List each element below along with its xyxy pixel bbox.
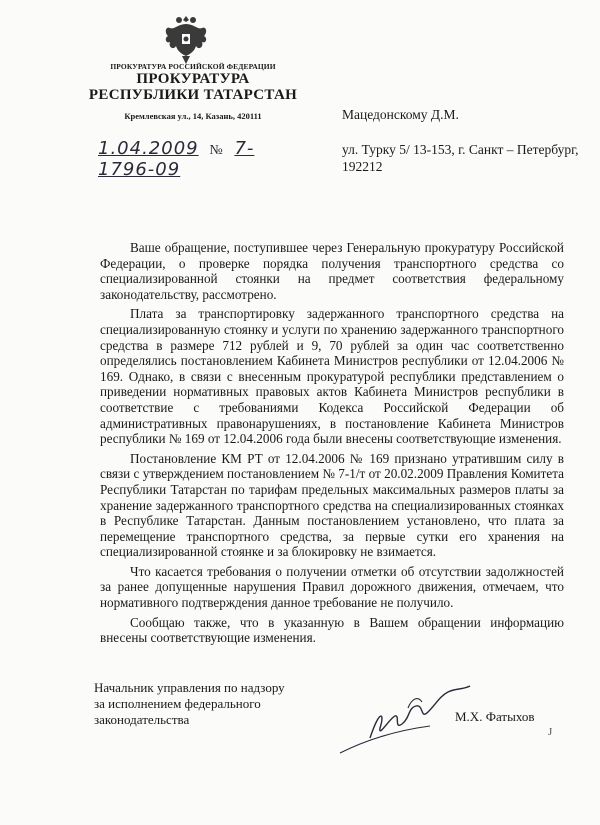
body-paragraph: Сообщаю также, что в указанную в Вашем обращении информацию внесены соответствующие изменения. — [100, 614, 564, 646]
outgoing-number: 7-1796-09 — [98, 138, 255, 180]
corner-mark: J — [548, 726, 553, 738]
double-headed-eagle-emblem — [160, 10, 212, 66]
position-line: за исполнением федерального — [94, 696, 261, 711]
outgoing-date: 1.04.2009 — [98, 138, 199, 159]
signer-position — [94, 680, 334, 728]
body-paragraph: Плата за транспортировку задержанного транспортного средства на специализированную стоянку и услуги по хранению задержанного транспортного средства в размере 712 рублей и 9, 70 рублей за один час соответственно определялись постановлением Кабинета Министров республики от 12.04.2006 № 169. Однако, в связи с внесенным прокуратурой республики представлением о приведении нормативных правовых актов Кабинета Министров республики в соответствие с требованиями Кодекса Российской Федерации об административных правонарушениях, в постановление Кабинета Министров республики № 169 от 12.04.2006 года были внесены соответствующие изменения. — [100, 306, 564, 447]
recipient-block — [342, 106, 582, 175]
signer-name: М.Х. Фатыхов — [455, 709, 535, 724]
letter-body — [100, 240, 564, 650]
sender-header — [88, 62, 298, 121]
org-name-line2: РЕСПУБЛИКИ ТАТАРСТАН — [88, 87, 298, 103]
recipient-address: ул. Турку 5/ 13-153, г. Санкт – Петербург, 192212 — [342, 142, 579, 174]
recipient-name: Мацедонскому Д.М. — [342, 107, 459, 122]
outgoing-reference — [98, 138, 310, 180]
org-parent-name: ПРОКУРАТУРА РОССИЙСКОЙ ФЕДЕРАЦИИ — [110, 62, 276, 71]
body-paragraph: Постановление КМ РТ от 12.04.2006 № 169 признано утратившим силу в связи с утверждением постановлением № 7-1/т от 20.02.2009 Правления Комитета Республики Татарстан по тарифам предельных максимальных размеров платы за хранение задержанного транспортного средства на специализированных стоянках в Республике Татарстан. Данным постановлением установлено, что плата за перемещение транспортного средства, за первые сутки его хранения на специализированной стоянке и за блокировку не взимается. — [100, 450, 564, 560]
number-sign: № — [209, 143, 224, 158]
org-name-line1: ПРОКУРАТУРА — [136, 71, 250, 87]
position-line: законодательства — [94, 712, 190, 727]
body-paragraph: Что касается требования о получении отметки об отсутствии задолжностей за ранее допущенные нарушения Правил дорожного движения, отмечаем, что нормативного подтверждения данное требование не получило. — [100, 563, 564, 611]
org-address: Кремлевская ул., 14, Казань, 420111 — [124, 111, 262, 121]
position-line: Начальник управления по надзору — [94, 680, 285, 695]
body-paragraph: Ваше обращение, поступившее через Генеральную прокуратуру Российской Федерации, о проверке порядка получения транспортного средства со специализированной стоянки на предмет соответствия федеральному законодательству, рассмотрено. — [100, 240, 564, 302]
